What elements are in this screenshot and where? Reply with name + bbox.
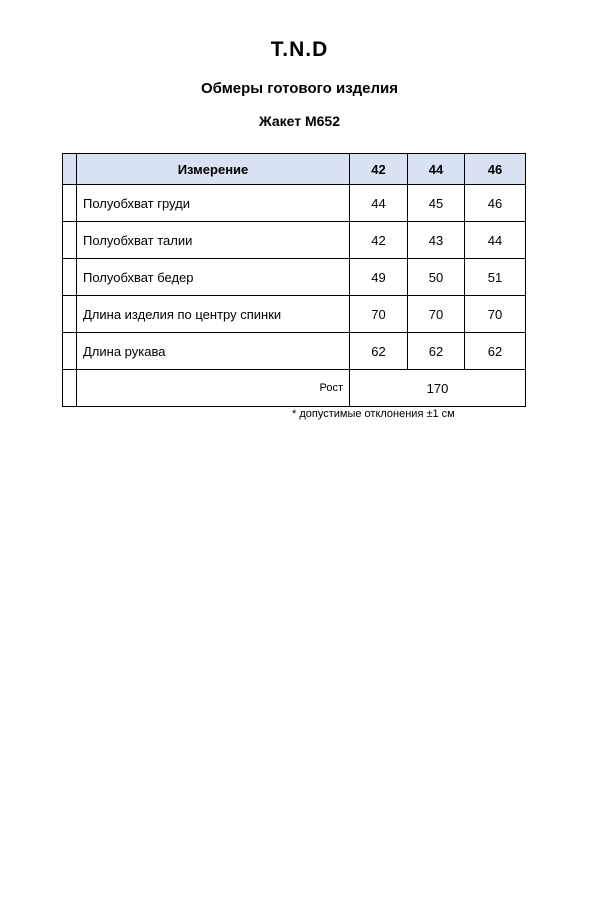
height-label: Рост [77, 370, 350, 407]
index-cell [63, 185, 77, 222]
table-row [63, 333, 526, 370]
size-header-cell: 42 [350, 154, 408, 185]
measure-header-cell: Измерение [77, 154, 350, 185]
tolerance-note: * допустимые отклонения ±1 см [292, 408, 455, 420]
size-header-cell: 44 [408, 154, 465, 185]
height-value: 170 [350, 370, 526, 407]
row-label: Полуобхват талии [77, 222, 350, 259]
table-row [63, 222, 526, 259]
value-cell: 70 [465, 296, 526, 333]
value-cell: 62 [350, 333, 408, 370]
value-cell: 51 [465, 259, 526, 296]
table-header-row [63, 154, 526, 185]
index-cell [63, 333, 77, 370]
value-cell: 62 [408, 333, 465, 370]
index-cell [63, 370, 77, 407]
table-row [63, 259, 526, 296]
size-header-cell: 46 [465, 154, 526, 185]
row-label: Полуобхват бедер [77, 259, 350, 296]
value-cell: 44 [465, 222, 526, 259]
brand-title: T.N.D [270, 38, 329, 61]
value-cell: 50 [408, 259, 465, 296]
value-cell: 62 [465, 333, 526, 370]
value-cell: 49 [350, 259, 408, 296]
value-cell: 45 [408, 185, 465, 222]
value-cell: 70 [408, 296, 465, 333]
row-label: Полуобхват груди [77, 185, 350, 222]
index-header-cell [63, 154, 77, 185]
index-cell [63, 259, 77, 296]
table-row [63, 296, 526, 333]
value-cell: 70 [350, 296, 408, 333]
height-row [63, 370, 526, 407]
index-cell [63, 222, 77, 259]
table-row [63, 185, 526, 222]
index-cell [63, 296, 77, 333]
value-cell: 44 [350, 185, 408, 222]
value-cell: 43 [408, 222, 465, 259]
value-cell: 46 [465, 185, 526, 222]
product-name: Жакет М652 [259, 113, 340, 129]
row-label: Длина изделия по центру спинки [77, 296, 350, 333]
row-label: Длина рукава [77, 333, 350, 370]
value-cell: 42 [350, 222, 408, 259]
measurements-table [62, 153, 526, 407]
document-subtitle: Обмеры готового изделия [200, 80, 399, 97]
